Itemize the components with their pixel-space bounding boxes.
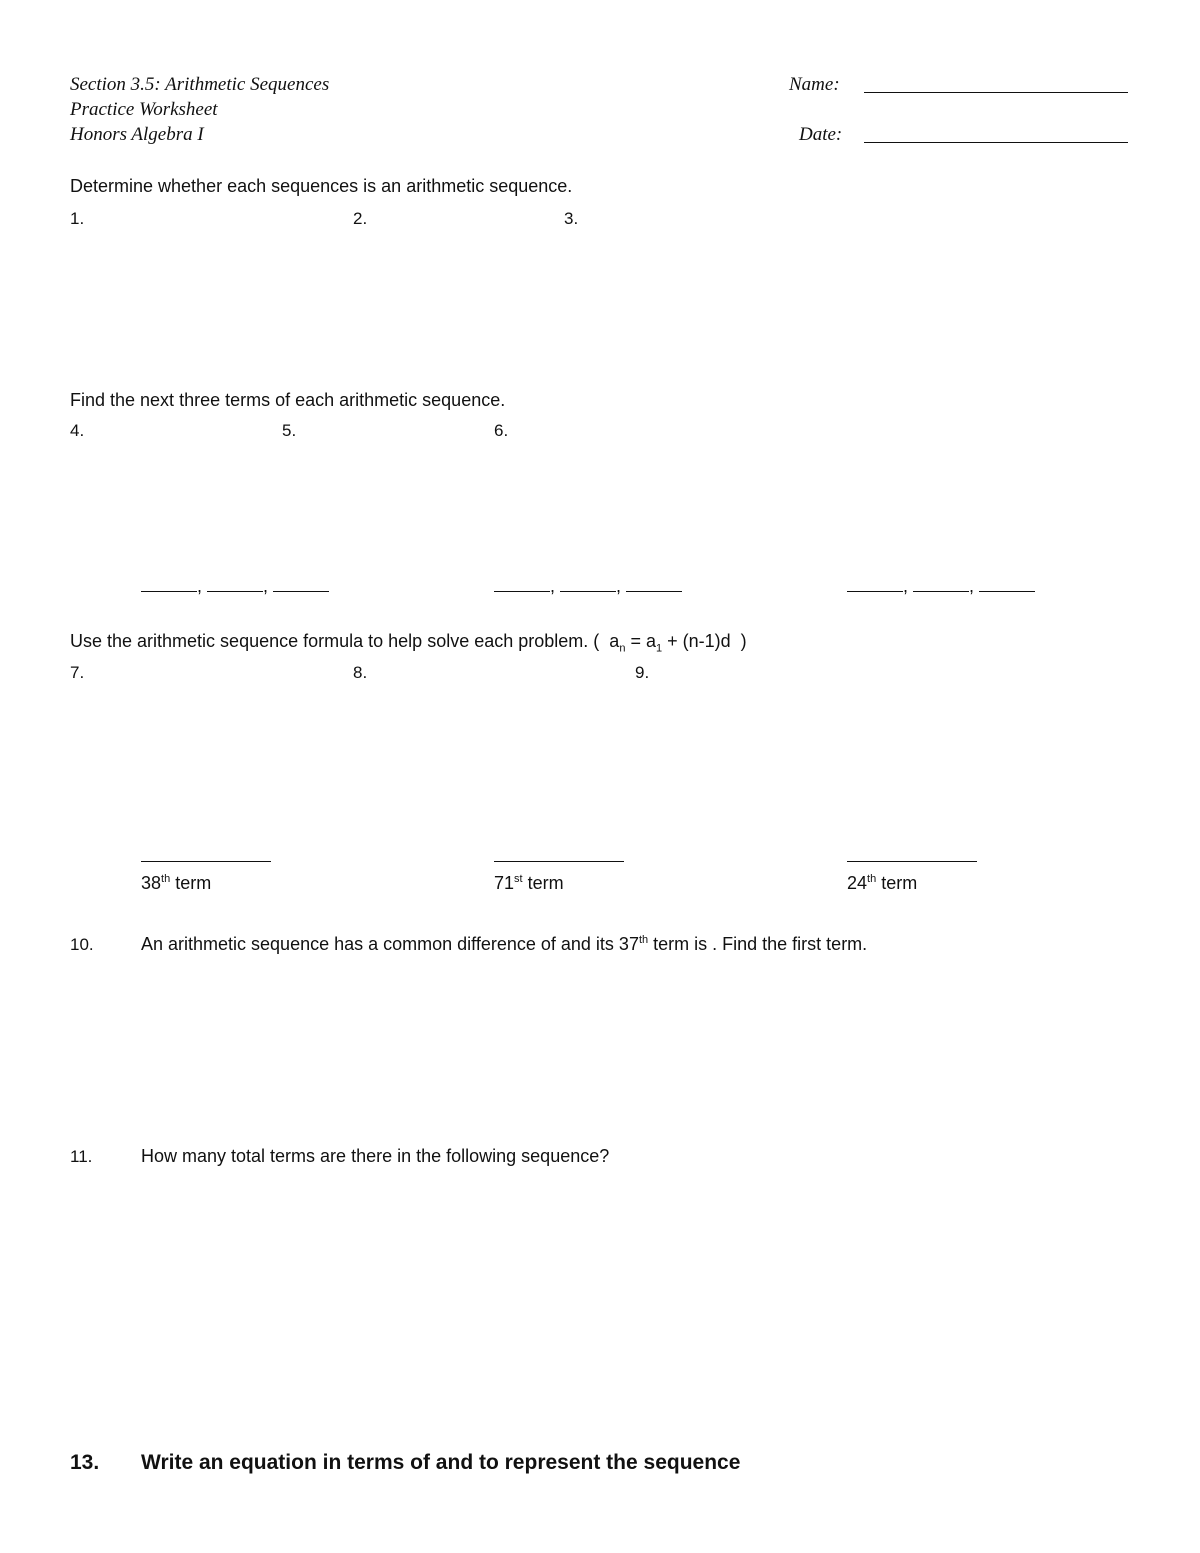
answer-blank[interactable] [626, 577, 682, 592]
problem-number: 7. [70, 663, 85, 682]
problem-number: 4. [70, 421, 85, 440]
question-10-text: An arithmetic sequence has a common difference of and its 37th term is . Find the first term. [141, 934, 868, 954]
problem-number: 1. [70, 209, 85, 228]
problem-number: 5. [282, 421, 297, 440]
part2-instruction: Find the next three terms of each arithmetic sequence. [70, 390, 506, 410]
question-11-text: How many total terms are there in the following sequence? [141, 1146, 610, 1166]
answer-line[interactable] [847, 861, 977, 862]
answer-blank[interactable] [273, 577, 329, 592]
answer-blank[interactable] [913, 577, 969, 592]
course-name: Honors Algebra I [70, 124, 204, 145]
formula: $a_n = a_1 + (n-1)d$ ) [609, 631, 747, 655]
answer-blank[interactable] [494, 577, 550, 592]
problem-number: 6. [494, 421, 509, 440]
question-13-text: Write an equation in terms of and to represent the sequence [141, 1451, 741, 1474]
date-blank-line [864, 142, 1128, 143]
part3-instruction: Use the arithmetic sequence formula to help solve each problem. ( $a_n = a_1 + (n-1)d$ ) [70, 631, 747, 655]
answer-line[interactable] [141, 861, 271, 862]
answer-line[interactable] [494, 861, 624, 862]
term-label: 38th term [141, 873, 212, 893]
term-label: 71st term [494, 873, 564, 893]
answer-blanks-5: , , [494, 576, 682, 597]
date-label: Date: [799, 124, 843, 145]
answer-blank[interactable] [560, 577, 616, 592]
problem-number: 9. [635, 663, 650, 682]
problem-number: 8. [353, 663, 368, 682]
answer-blanks-6: , , [847, 576, 1035, 597]
problem-number: 11. [70, 1147, 93, 1166]
name-blank-line [864, 92, 1128, 93]
problem-number: 3. [564, 209, 579, 228]
section-title: Section 3.5: Arithmetic Sequences [70, 74, 330, 95]
problem-number: 13. [70, 1451, 100, 1474]
name-label: Name: [789, 74, 840, 95]
worksheet-subtitle: Practice Worksheet [70, 99, 218, 120]
answer-blank[interactable] [847, 577, 903, 592]
answer-blank[interactable] [979, 577, 1035, 592]
answer-blank[interactable] [141, 577, 197, 592]
term-label: 24th term [847, 873, 918, 893]
answer-blank[interactable] [207, 577, 263, 592]
answer-blanks-4: , , [141, 576, 329, 597]
problem-number: 10. [70, 935, 94, 954]
part1-instruction: Determine whether each sequences is an arithmetic sequence. [70, 176, 573, 196]
problem-number: 2. [353, 209, 368, 228]
